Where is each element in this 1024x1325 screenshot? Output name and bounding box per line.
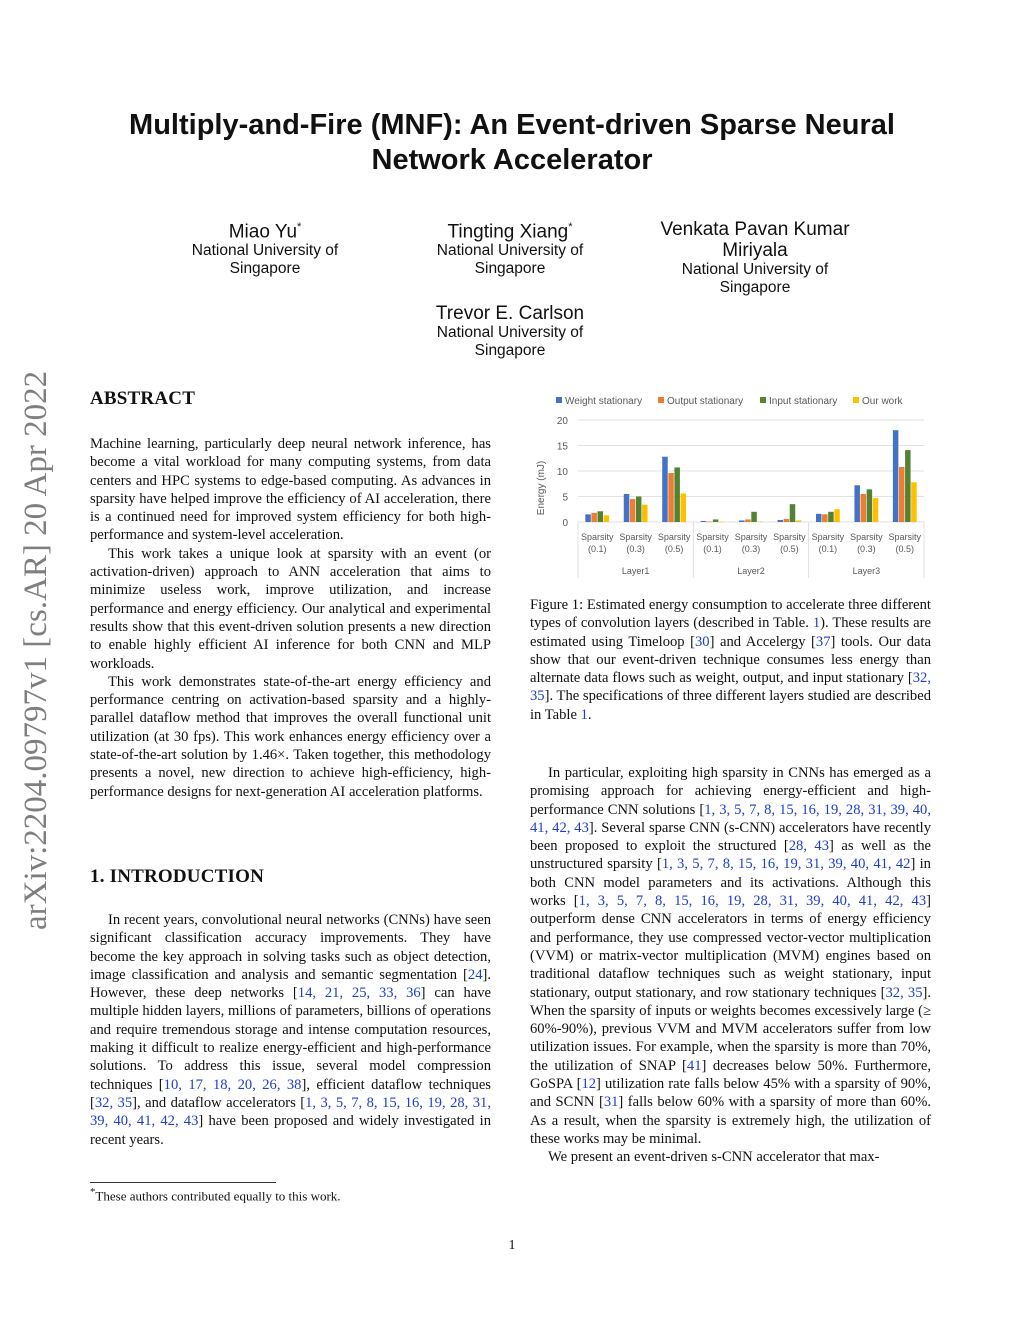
citation-link[interactable]: 1, 3, 5, 7, 8, 15, 16, 19, 28, 31, 39, 40, 41, 42, 43 bbox=[530, 801, 931, 836]
x-tick-label: Sparsity bbox=[850, 532, 883, 542]
bar-input-stationary bbox=[905, 450, 911, 522]
x-tick-label: Sparsity bbox=[773, 532, 806, 542]
x-tick-label: (0.1) bbox=[587, 544, 607, 554]
bar-our-work bbox=[719, 522, 725, 523]
bar-our-work bbox=[911, 482, 917, 522]
x-tick-label: (0.1) bbox=[703, 544, 722, 554]
bar-weight-stationary bbox=[585, 514, 591, 522]
bar-output-stationary bbox=[784, 519, 790, 522]
equal-contribution-mark: * bbox=[568, 221, 573, 233]
citation-link[interactable]: 31 bbox=[603, 1094, 619, 1111]
x-tick-label: Sparsity bbox=[619, 532, 652, 542]
bar-input-stationary bbox=[828, 512, 834, 522]
legend-label-our-work: Our work bbox=[862, 396, 903, 407]
bar-weight-stationary bbox=[893, 430, 899, 522]
bar-input-stationary bbox=[636, 497, 642, 523]
chart-legend bbox=[556, 396, 904, 407]
citation-link[interactable]: 32, 35 bbox=[94, 1094, 133, 1111]
y-tick-label: 0 bbox=[562, 518, 568, 529]
bar-weight-stationary bbox=[624, 494, 630, 522]
author-block-2 bbox=[410, 217, 610, 278]
bar-weight-stationary bbox=[854, 485, 860, 522]
x-tick-label: (0.3) bbox=[857, 544, 876, 554]
author-affiliation: Singapore bbox=[229, 260, 301, 278]
bar-weight-stationary bbox=[778, 520, 784, 522]
x-tick-label: (0.5) bbox=[895, 544, 915, 554]
abstract-paragraph: This work demonstrates state-of-the-art energy efficiency and performance centring on activation-based sparsity and a highly-parallel dataflow method that improves the overall functional unit utilization (at 30 fps). This work enhances energy efficiency over a state-of-the-art solution by 1.46×. Taken together, this methodology presents a novel, new direction to achieve high-efficiency, high-performance designs for next-generation AI acceleration platforms. bbox=[90, 673, 491, 800]
citation-link[interactable]: 32, 35 bbox=[885, 984, 923, 1001]
citation-link[interactable]: 32, 35 bbox=[530, 670, 931, 705]
arxiv-identifier: arXiv:2204.09797v1 [cs.AR] 20 Apr 2022 bbox=[18, 370, 54, 930]
bar-weight-stationary bbox=[816, 514, 822, 522]
bar-weight-stationary bbox=[739, 520, 745, 522]
bar-weight-stationary bbox=[701, 521, 707, 522]
x-tick-label: (0.3) bbox=[741, 544, 761, 554]
bar-our-work bbox=[681, 493, 687, 522]
page-number: 1 bbox=[508, 1238, 516, 1253]
bar-input-stationary bbox=[713, 519, 719, 522]
group-label: Layer1 bbox=[621, 566, 650, 576]
citation-link[interactable]: 1, 3, 5, 7, 8, 15, 16, 19, 28, 31, 39, 40, 41, 42, 43 bbox=[90, 1094, 491, 1130]
legend-swatch-our-work bbox=[853, 397, 859, 403]
bar-our-work bbox=[604, 515, 610, 522]
footnote: *These authors contributed equally to this work. bbox=[90, 1186, 341, 1204]
table-reference[interactable]: 1 bbox=[812, 615, 821, 632]
bar-input-stationary bbox=[674, 467, 680, 522]
legend-label-input-stationary: Input stationary bbox=[769, 396, 838, 407]
bar-our-work bbox=[834, 509, 840, 522]
abstract-body bbox=[90, 435, 491, 801]
author-affiliation: Singapore bbox=[474, 342, 546, 359]
x-tick-label: Sparsity bbox=[888, 532, 922, 542]
citation-link[interactable]: 12 bbox=[581, 1076, 597, 1093]
footnote-rule bbox=[90, 1182, 276, 1183]
x-tick-label: (0.1) bbox=[818, 544, 838, 554]
legend-swatch-output-stationary bbox=[658, 397, 664, 403]
author-affiliation: National University of bbox=[436, 242, 584, 260]
x-tick-label: (0.5) bbox=[780, 544, 799, 554]
citation-link[interactable]: 1, 3, 5, 7, 8, 15, 16, 19, 31, 39, 40, 41, 42 bbox=[661, 856, 911, 873]
citation-link[interactable]: 28, 43 bbox=[788, 838, 830, 855]
x-tick-label: (0.5) bbox=[664, 544, 684, 554]
body-paragraph: We present an event-driven s-CNN accelerator that max- bbox=[548, 1149, 880, 1166]
bar-output-stationary bbox=[745, 519, 751, 522]
body-paragraph: In particular, exploiting high sparsity in CNNs has emerged as a promising approach for achieving energy-efficient and high-performance CNN solutions [1, 3, 5, 7, 8, 15, 16, 19, 28, 31, 39, 40, 41, 42, 43]. Several sparse CNN (s-CNN) accelerators have recently been proposed to exploit the structured [28, 43] as well as the unstructured sparsity [1, 3, 5, 7, 8, 15, 16, 19, 31, 39, 40, 41, 42] in both CNN model parameters and its activations. Although this works [1, 3, 5, 7, 8, 15, 16, 19, 28, 31, 39, 40, 41, 42, 43] outperform dense CNN accelerators in terms of energy efficiency and performance, they use compressed vector-vector multiplication (VVM) or matrix-vector multiplication (MVM) engines based on traditional dataflow techniques such as weight stationary, input stationary, output stationary, and row stationary techniques [32, 35]. When the sparsity of inputs or weights becomes excessively large (≥ 60%-90%), previous VVM and MVM accelerators suffer from low utilization issues. For example, when the sparsity is more than 70%, the utilization of SNAP [41] decreases below 50%. Furthermore, GoSPA [12] utilization rate falls below 45% with a sparsity of 90%, and SCNN [31] falls below 60% with a sparsity of more than 60%. As a result, when the sparsity is extremely high, the utilization of these works may be minimal. bbox=[530, 765, 932, 1147]
equal-contribution-mark: * bbox=[297, 221, 302, 233]
figure-caption: Figure 1: Estimated energy consumption to accelerate three different types of convolution layers (described in Table. 1). These results are estimated using Timeloop [30] and Accelergy [37] tools. Our data show that our event-driven technique consumes less energy than alternate data flows such as weight, output, and input stationary [32, 35]. The specifications of three different layers studied are described in Table 1. bbox=[530, 597, 931, 723]
author-affiliation: National University of bbox=[191, 242, 339, 260]
citation-link[interactable]: 1, 3, 5, 7, 8, 15, 16, 19, 28, 31, 39, 40, 41, 42, 43 bbox=[578, 893, 927, 910]
x-tick-label: Sparsity bbox=[580, 532, 614, 542]
x-tick-label: Sparsity bbox=[696, 532, 729, 542]
legend-label-weight-stationary: Weight stationary bbox=[565, 396, 643, 407]
x-tick-label: Sparsity bbox=[811, 532, 845, 542]
x-tick-label: (0.3) bbox=[626, 544, 645, 554]
bar-output-stationary bbox=[861, 494, 867, 522]
title-line-1: Multiply-and-Fire (MNF): An Event-driven Sparse Neural bbox=[129, 109, 895, 141]
bar-input-stationary bbox=[751, 512, 757, 522]
author-name: Miao Yu bbox=[228, 221, 298, 243]
title-line-2: Network Accelerator bbox=[371, 144, 653, 176]
bar-our-work bbox=[757, 521, 763, 522]
introduction-body bbox=[90, 911, 491, 1149]
author-affiliation: National University of bbox=[436, 324, 584, 341]
author-affiliation: Singapore bbox=[719, 279, 791, 296]
bar-weight-stationary bbox=[662, 457, 668, 522]
y-tick-label: 10 bbox=[556, 467, 568, 478]
bar-our-work bbox=[796, 520, 802, 522]
author-block-1 bbox=[165, 217, 365, 278]
group-label: Layer3 bbox=[852, 566, 881, 576]
citation-link[interactable]: 24 bbox=[467, 966, 483, 983]
abstract-heading: ABSTRACT bbox=[90, 388, 196, 409]
bar-output-stationary bbox=[822, 514, 828, 522]
bar-output-stationary bbox=[707, 521, 713, 522]
bar-input-stationary bbox=[790, 504, 796, 522]
legend-swatch-weight-stationary bbox=[556, 397, 562, 403]
right-column-body bbox=[530, 764, 931, 1167]
abstract-paragraph: This work takes a unique look at sparsity with an event (or activation-driven) approach to ANN acceleration that aims to minimize useless work, improve utilization, and increase performance and energy efficiency. Our analytical and experimental results show that this event-driven solution presents a new direction to enable highly efficient AI inference for both CNN and MLP workloads. bbox=[90, 545, 491, 672]
x-tick-label: Sparsity bbox=[657, 532, 691, 542]
bar-output-stationary bbox=[668, 473, 674, 522]
author-name: Trevor E. Carlson bbox=[435, 303, 585, 324]
introduction-paragraph: In recent years, convolutional neural networks (CNNs) have seen significant classification accuracy improvements. They have become the key approach in solving tasks such as object detection, image classification and analysis and semantic segmentation [24]. However, these deep networks [14, 21, 25, 33, 36] can have multiple hidden layers, millions of parameters, billions of operations and require tremendous storage and intense computation resources, making it difficult to realize energy-efficient and high-performance solutions. To address this issue, several model compression techniques [10, 17, 18, 20, 26, 38], efficient dataflow techniques [32, 35], and dataflow accelerators [1, 3, 5, 7, 8, 15, 16, 19, 28, 31, 39, 40, 41, 42, 43] have been proposed and widely investigated in recent years. bbox=[90, 912, 491, 1148]
abstract-paragraph: Machine learning, particularly deep neural network inference, has become a vital workload for many computing systems, from data centers and HPC systems to edge-based computing. As advances in sparsity have helped improve the efficiency of AI acceleration, there is a continued need for improved system efficiency for both high-performance and system-level acceleration. bbox=[90, 436, 491, 544]
citation-link[interactable]: 30 bbox=[695, 633, 710, 650]
y-tick-label: 5 bbox=[562, 492, 568, 504]
bar-our-work bbox=[873, 498, 879, 522]
y-axis-label: Energy (mJ) bbox=[536, 460, 547, 516]
author-affiliation: National University of bbox=[681, 261, 829, 278]
author-affiliation: Singapore bbox=[474, 260, 546, 278]
author-block-4 bbox=[410, 303, 610, 360]
citation-link[interactable]: 41 bbox=[686, 1057, 702, 1074]
author-name: Tingting Xiang bbox=[447, 221, 569, 243]
energy-bar-chart bbox=[530, 388, 930, 588]
citation-link[interactable]: 10, 17, 18, 20, 26, 38 bbox=[163, 1076, 302, 1093]
y-tick-label: 20 bbox=[556, 416, 568, 427]
introduction-heading: 1. INTRODUCTION bbox=[90, 866, 265, 887]
author-name: Miriyala bbox=[722, 240, 788, 261]
bar-output-stationary bbox=[899, 467, 905, 522]
author-block-3 bbox=[635, 219, 875, 297]
table-reference[interactable]: 1 bbox=[580, 706, 588, 723]
legend-swatch-input-stationary bbox=[760, 397, 766, 403]
paper-title bbox=[80, 108, 944, 178]
bar-input-stationary bbox=[867, 489, 873, 522]
author-name: Venkata Pavan Kumar bbox=[660, 219, 850, 240]
bar-output-stationary bbox=[630, 499, 636, 522]
legend-label-output-stationary: Output stationary bbox=[667, 396, 744, 407]
citation-link[interactable]: 37 bbox=[815, 633, 831, 650]
bar-our-work bbox=[642, 505, 648, 522]
bar-output-stationary bbox=[591, 513, 597, 522]
y-tick-label: 15 bbox=[556, 441, 568, 453]
citation-link[interactable]: 14, 21, 25, 33, 36 bbox=[297, 985, 421, 1002]
group-label: Layer2 bbox=[737, 566, 765, 576]
x-tick-label: Sparsity bbox=[734, 532, 768, 542]
bar-input-stationary bbox=[598, 511, 604, 522]
